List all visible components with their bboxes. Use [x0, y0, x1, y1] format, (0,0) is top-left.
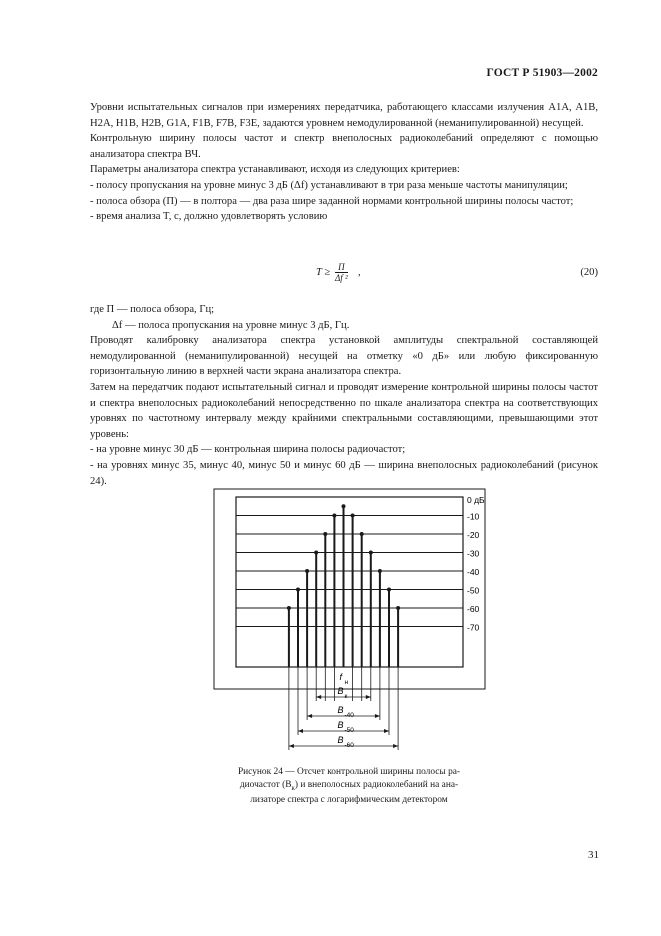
formula-lhs: T ≥	[316, 267, 331, 278]
band-label-sub: -60	[344, 742, 354, 749]
spectral-peak	[287, 606, 291, 610]
band-label-sub: к	[344, 693, 348, 700]
arrow-right	[384, 729, 389, 733]
formula-numerator: П	[335, 262, 348, 273]
formula-comma: ,	[358, 267, 361, 278]
paragraph: Параметры анализатора спектра устанавливают, исходя из следующих критериев:	[90, 164, 460, 176]
spectral-peak	[323, 532, 327, 536]
band-dimensions	[289, 667, 398, 750]
spectral-peak	[342, 504, 346, 508]
level-label: -30	[467, 548, 480, 559]
spectral-peak	[360, 532, 364, 536]
list-item: - на уровне минус 30 дБ — контрольная ширина полосы радиочастот;	[90, 444, 406, 456]
spectral-peak	[296, 588, 300, 592]
arrow-left	[316, 695, 321, 699]
band-label: B	[337, 686, 344, 696]
spectral-peak	[332, 514, 336, 518]
outer-frame	[214, 489, 485, 689]
level-label: -50	[467, 585, 480, 596]
level-label: -70	[467, 622, 480, 633]
equation-number: (20)	[580, 267, 598, 278]
where-line: Δf — полоса пропускания на уровне минус 3 дБ, Гц.	[112, 319, 350, 331]
spectral-peak	[387, 588, 391, 592]
level-label: -10	[467, 511, 480, 522]
paragraph: Уровни испытательных сигналов при измерениях передатчика, работающего классами излучения A1A, A1B, H2A, H1B, H2B, G1A, F1B, F7B, F3E, задаются уровнем немодулированной (неманипулированной) несущей.	[90, 102, 598, 129]
level-label: -40	[467, 567, 480, 577]
band-label: B	[337, 720, 344, 730]
caption-line: лизаторе спектра с логарифмическим детектором	[250, 794, 448, 805]
arrow-left	[307, 714, 312, 718]
list-item: - время анализа T, с, должно удовлетворять условию	[90, 211, 328, 223]
level-label: -60	[467, 604, 480, 614]
spectral-peak	[378, 569, 382, 573]
spectral-peak	[314, 551, 318, 555]
list-item: - на уровнях минус 35, минус 40, минус 50 и минус 60 дБ — ширина внеполосных радиоколебаний (рисунок 24).	[90, 459, 598, 487]
spectral-peak	[396, 606, 400, 610]
band-label-sub: -50	[344, 727, 354, 734]
caption-line: Рисунок 24 — Отсчет контрольной ширины полосы ра-	[237, 767, 461, 777]
level-label: -20	[467, 530, 480, 540]
formula-denominator: Δf ²	[335, 273, 348, 283]
paragraph: Затем на передатчик подают испытательный сигнал и проводят измерение контрольной ширины полосы частот и спектра внеполосных радиоколебаний непосредственно по шкале анализатора спектра на соответствующих уровнях по частотному интервалу между крайними спектральными составляющими, превышающими этот уровень:	[90, 381, 598, 440]
document-code: ГОСТ Р 51903—2002	[486, 67, 598, 79]
page-number: 31	[588, 849, 599, 861]
level-grid	[236, 495, 485, 633]
spectral-peak	[305, 569, 309, 573]
spectral-peak	[369, 551, 373, 555]
figure-caption	[213, 766, 485, 806]
screen-frame	[236, 497, 463, 667]
caption-line: диочастот $(B_к)$ и внеполосных радиоколебаний на ана-	[239, 779, 459, 792]
band-label: B	[337, 735, 344, 745]
band-label-sub: -40	[344, 712, 354, 719]
list-item: - полосу пропускания на уровне минус 3 дБ (Δf) устанавливают в три раза меньше частоты манипуляции;	[90, 179, 568, 191]
center-frequency-label: f	[339, 672, 343, 682]
arrow-right	[393, 744, 398, 748]
band-label: B	[337, 705, 344, 715]
where-line: где П — полоса обзора, Гц;	[90, 304, 215, 315]
arrow-right	[366, 695, 371, 699]
paragraph: Контрольную ширину полосы частот и спектр внеполосных радиоколебаний определяют с помощью анализатора спектра ВЧ.	[90, 133, 598, 160]
center-frequency-sub: н	[344, 679, 349, 686]
list-item: - полоса обзора (П) — в полтора — два раза шире заданной нормами контрольной ширины полосы частот;	[90, 195, 574, 207]
arrow-right	[375, 714, 380, 718]
spectral-lines	[287, 504, 400, 667]
level-label: 0 дБ	[467, 495, 485, 505]
spectral-peak	[351, 514, 355, 518]
arrow-left	[298, 729, 303, 733]
arrow-left	[289, 744, 294, 748]
paragraph: Проводят калибровку анализатора спектра установкой амплитуды спектральной составляющей немодулированной (неманипулированной) несущей на отметку «0 дБ» или любую фиксированную горизонтальную линию в верхней части экрана анализатора спектра.	[90, 335, 598, 378]
